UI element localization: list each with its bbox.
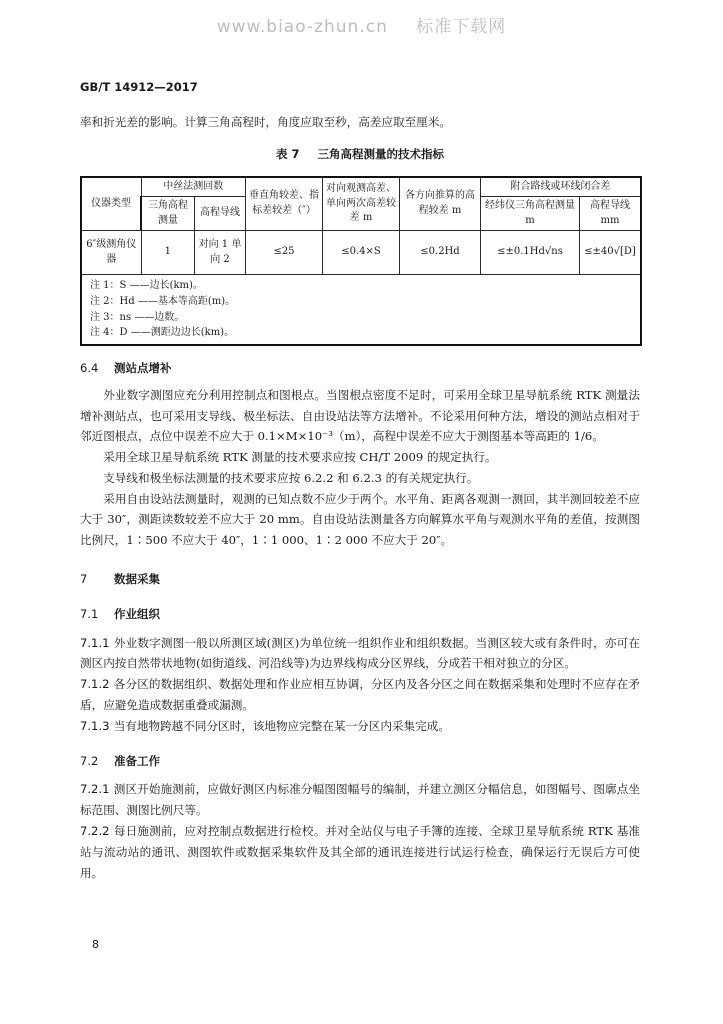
table-label: 表 7 xyxy=(275,146,300,161)
paragraph: 采用全球卫星导航系统 RTK 测量的技术要求应按 CH/T 2009 的规定执行。 xyxy=(103,450,497,465)
watermark-site-name: 标准下载网 xyxy=(416,17,507,37)
clause-text: 各分区的数据组织、数据处理和作业应相互协调，分区内及各分区之间在数据采集和处理时不应存在矛盾，应避免造成数据重叠或漏测。 xyxy=(80,677,640,713)
cell-direction: ≤0.2Hd xyxy=(400,231,481,275)
paragraph: 支导线和极坐标法测量的技术要求应按 6.2.2 和 6.2.3 的有关规定执行。 xyxy=(103,470,479,485)
clause xyxy=(80,674,640,716)
watermark xyxy=(0,12,723,37)
table-title xyxy=(80,144,640,165)
cell-traverse-mm: ≤±40√[D] xyxy=(580,231,642,275)
clause-text: 测区开始施测前，应做好测区内标准分幅图图幅号的编制，并建立测区分幅信息，如图幅号、图廓点坐标范围、测图比例尺等。 xyxy=(80,782,640,818)
clause-number: 7.1.3 xyxy=(80,718,110,733)
section-7-2-heading xyxy=(80,751,640,772)
page-content xyxy=(80,112,640,883)
cell-traverse-count: 对向 1 单向 2 xyxy=(195,231,246,275)
header-closure-group: 附合路线或环线闭合差 xyxy=(481,177,642,197)
table-note: 注 3：ns ——边数。 xyxy=(90,311,185,323)
clause xyxy=(80,716,640,737)
header-instrument-type: 仪器类型 xyxy=(81,177,141,231)
header-vertical-angle: 垂直角较差、指标差较差（″） xyxy=(246,177,323,231)
section-title: 作业组织 xyxy=(114,606,161,621)
technical-index-table xyxy=(80,176,642,346)
clause-text: 每日施测前，应对控制点数据进行检校。并对全站仪与电子手簿的连接、全球卫星导航系统 RTK 基准站与流动站的通讯、测图软件或数据采集软件及其全部的通讯连接进行试运行检查，确保运行无误后方可使用。 xyxy=(80,824,641,880)
header-theodolite-trig: 经纬仪三角高程测量 m xyxy=(481,197,580,231)
header-zhongsi-count: 中丝法测回数 xyxy=(141,177,246,197)
clause-text: 当有地物跨越不同分区时，该地物应完整在某一分区内采集完成。 xyxy=(113,718,450,733)
section-6-4-heading xyxy=(80,358,640,379)
table-note: 注 4：D ——测距边边长(km)。 xyxy=(90,327,235,339)
cell-opposite: ≤0.4×S xyxy=(323,231,400,275)
section-title: 数据采集 xyxy=(114,572,161,587)
section-7-heading xyxy=(80,569,640,590)
clause-number: 7.2.2 xyxy=(80,824,110,839)
section-title: 准备工作 xyxy=(114,753,161,768)
header-trig-height: 三角高程测量 xyxy=(141,197,195,231)
section-title: 测站点增补 xyxy=(114,360,172,375)
clause-text: 外业数字测图一般以所测区域(测区)为单位统一组织作业和组织数据。当测区较大或有条件时，亦可在测区内按自然带状地物(如街道线、河沿线等)为边界线构成分区界线，分成若干相对独立的分区。 xyxy=(80,635,640,671)
table-note: 注 1：S ——边长(km)。 xyxy=(90,280,203,292)
clause-number: 7.1.2 xyxy=(80,677,110,692)
paragraph: 外业数字测图应充分利用控制点和图根点。当图根点密度不足时，可采用全球卫星导航系统 RTK 测量法增补测站点，也可采用支导线、极坐标法、自由设站法等方法增补。不论采用何种方法，增设的测站点相对于邻近图根点，点位中误差不应大于 0.1×M×10⁻³（m），高程中误差不应大于测图基本等高距的 1/6。 xyxy=(80,387,640,444)
section-number: 7 xyxy=(80,572,88,587)
intro-line: 率和折光差的影响。计算三角高程时，角度应取至秒，高差应取至厘米。 xyxy=(80,115,452,129)
cell-trig-count: 1 xyxy=(141,231,195,275)
clause xyxy=(80,779,640,821)
table-caption: 三角高程测量的技术指标 xyxy=(317,146,445,161)
clause xyxy=(80,633,640,675)
clause-number: 7.2.1 xyxy=(80,782,110,797)
header-opposite-obs: 对向观测高差、单向两次高差较差 m xyxy=(323,177,400,231)
section-number: 7.2 xyxy=(80,753,99,768)
section-7-1-heading xyxy=(80,604,640,625)
watermark-url: www.biao-zhun.cn xyxy=(216,17,388,37)
clause-number: 7.1.1 xyxy=(80,635,110,650)
page-number: 8 xyxy=(92,938,99,951)
header-direction-calc: 各方向推算的高程较差 m xyxy=(400,177,481,231)
section-number: 6.4 xyxy=(80,360,99,375)
clause xyxy=(80,821,640,883)
cell-theodolite: ≤±0.1Hd√ns xyxy=(481,231,580,275)
table-notes xyxy=(81,275,641,345)
table-note: 注 2：Hd ——基本等高距(m)。 xyxy=(90,295,236,307)
cell-vertical: ≤25 xyxy=(246,231,323,275)
header-height-traverse: 高程导线 xyxy=(195,197,246,231)
cell-instrument: 6″级测角仪器 xyxy=(81,231,141,275)
standard-number: GB/T 14912—2017 xyxy=(80,80,198,94)
header-traverse-mm: 高程导线 mm xyxy=(580,197,642,231)
paragraph: 采用自由设站法测量时，观测的已知点数不应少于两个。水平角、距离各观测一测回，其半测回较差不应大于 30″，测距读数较差不应大于 20 mm。自由设站法测量各方向解算水平角与观测水平角的差值，按测图比例尺，1∶500 不应大于 40″，1∶1 000、1∶2 000 不应大于 20″。 xyxy=(80,491,640,548)
section-number: 7.1 xyxy=(80,606,99,621)
